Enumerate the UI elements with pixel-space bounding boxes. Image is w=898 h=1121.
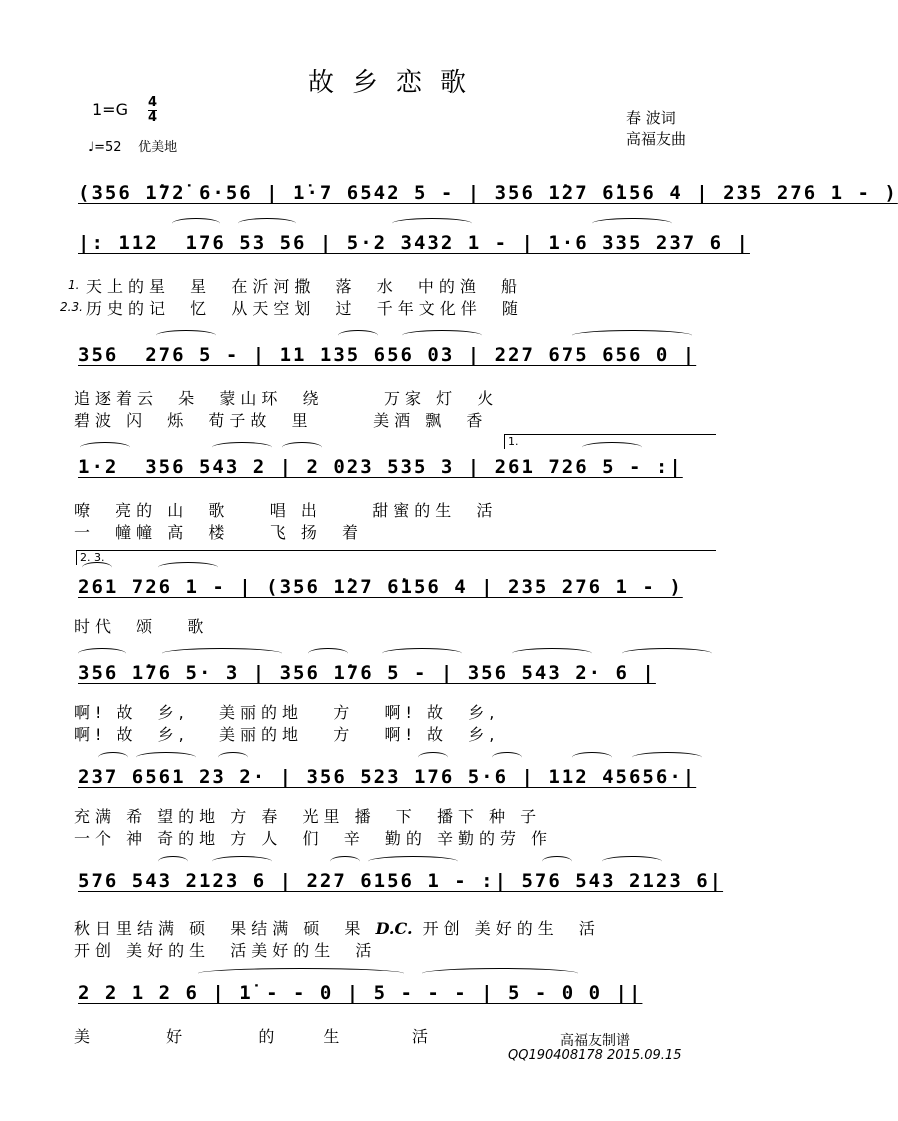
score-row	[72, 435, 722, 542]
meter-bottom: 4	[148, 110, 158, 125]
slur	[212, 442, 272, 453]
slur	[338, 330, 378, 341]
volta-bracket: 2. 3.	[76, 550, 716, 565]
score-row	[72, 330, 722, 430]
lyric-line: 一 幢幢 高 楼 飞 扬 着	[74, 523, 364, 542]
da-capo-marking: D.C.	[375, 919, 413, 938]
slur	[512, 648, 592, 659]
notation-line: 2 2 1 2 6 | 1̇ - - 0 | 5 - - - | 5 - 0 0 ||	[78, 982, 643, 1004]
slur	[602, 856, 662, 867]
notation-line: |: 112 176 53 56 | 5·2 3432 1 - | 1·6 335 237 6 |	[78, 232, 750, 254]
footer-contact: QQ190408178 2015.09.15	[508, 1048, 682, 1063]
slur	[218, 752, 248, 763]
slur	[98, 752, 128, 763]
lyric-line: 历史的记 忆 从天空划 过 千年文化伴 随	[86, 299, 523, 318]
slur	[330, 856, 360, 867]
notation-line: 1·2 356 543 2 | 2 023 535 3 | 261 726 5 - :|	[78, 456, 683, 478]
slur	[622, 648, 712, 659]
score-row	[72, 551, 722, 636]
slur	[542, 856, 572, 867]
lyric-line: 时代 颂 歌	[74, 617, 209, 636]
lyric-line: 开创 美好的生 活美好的生 活	[74, 941, 377, 960]
lyric-text: 秋日里结满 硕 果结满 硕 果	[74, 919, 366, 938]
slur	[492, 752, 522, 763]
notation-line: 576 543 2123 6 | 227 6156 1 - :| 576 543 2123 6|	[78, 870, 724, 892]
lyric-text: 开创 美好的生 活	[422, 919, 600, 938]
slur	[382, 648, 462, 659]
slur	[308, 648, 348, 659]
lyric-line: 嘹 亮的 山 歌 唱 出 甜蜜的生 活	[74, 501, 498, 520]
score-row	[72, 752, 722, 848]
page-title: 故乡恋歌	[307, 68, 484, 98]
slur	[156, 330, 216, 341]
slur	[572, 752, 612, 763]
lyric-line: 啊! 故 乡, 美丽的地 方 啊! 故 乡,	[74, 725, 500, 744]
lyric-line: 碧波 闪 烁 荀子故 里 美酒 飘 香	[74, 411, 488, 430]
lyric-line: 天上的星 星 在沂河撒 落 水 中的渔 船	[86, 277, 523, 296]
slur	[632, 752, 702, 763]
lyric-line: 活	[412, 1027, 434, 1046]
lyricist: 春 波词	[626, 109, 676, 127]
score-row	[60, 218, 750, 318]
lyric-line: 美 好 的 生	[74, 1027, 362, 1046]
slur	[162, 648, 282, 659]
tempo-marking	[88, 136, 177, 155]
slur	[158, 856, 188, 867]
slur	[158, 562, 218, 573]
notation-line: (356 1̇72̇ 6·56 | 1̇·7 6542 5 - | 356 1̇27 6̇156 4 | 235 276 1 - )	[78, 182, 898, 204]
slur	[78, 648, 126, 659]
slur	[198, 968, 404, 979]
composer: 高福友曲	[626, 130, 687, 148]
slur	[80, 442, 130, 453]
slur	[172, 218, 220, 229]
slur	[82, 562, 112, 573]
slur	[582, 442, 642, 453]
slur	[592, 218, 672, 229]
meter-top: 4	[148, 95, 158, 110]
notation-line: 237 6561 23 2· | 356 523 176 5·6 | 112 45656·|	[78, 766, 697, 788]
slur	[392, 218, 472, 229]
notation-line: 261 726 1 - | (356 1̇27 6̇156 4 | 235 276 1 - )	[78, 576, 683, 598]
verse-marker: 2.3.	[60, 300, 83, 314]
score-row	[72, 648, 722, 744]
lyric-line: 一个 神 奇的地 方 人 们 辛 勤的 辛勤的劳 作	[74, 829, 553, 848]
slur	[418, 752, 448, 763]
notation-line: 356 1̇76 5· 3 | 356 1̇76 5 - | 356 543 2· 6 |	[78, 662, 656, 684]
slur	[422, 968, 578, 979]
volta-bracket: 1.	[504, 434, 716, 449]
notation-line: 356 276 5 - | 11 135 656 03 | 227 675 656 0 |	[78, 344, 697, 366]
credits	[626, 108, 686, 150]
slur	[368, 856, 458, 867]
slur	[238, 218, 296, 229]
lyric-line: 啊! 故 乡, 美丽的地 方 啊! 故 乡,	[74, 703, 500, 722]
expression-marking: 优美地	[138, 140, 178, 155]
slur	[572, 330, 692, 341]
lyric-line	[74, 916, 600, 939]
verse-marker: 1.	[68, 278, 80, 292]
slur	[136, 752, 196, 763]
lyric-line: 充满 希 望的地 方 春 光里 播 下 播下 种 子	[74, 807, 542, 826]
time-signature	[148, 96, 157, 125]
lyric-line: 追逐着云 朵 蒙山环 绕 万家 灯 火	[74, 389, 499, 408]
slur	[282, 442, 322, 453]
slur	[402, 330, 482, 341]
tempo-value: ♩=52	[88, 140, 122, 155]
score-row	[72, 856, 724, 960]
slur	[212, 856, 272, 867]
key-signature: 1=G	[92, 100, 128, 119]
score-row	[72, 168, 898, 212]
footer-author: 高福友制谱	[560, 1033, 630, 1049]
